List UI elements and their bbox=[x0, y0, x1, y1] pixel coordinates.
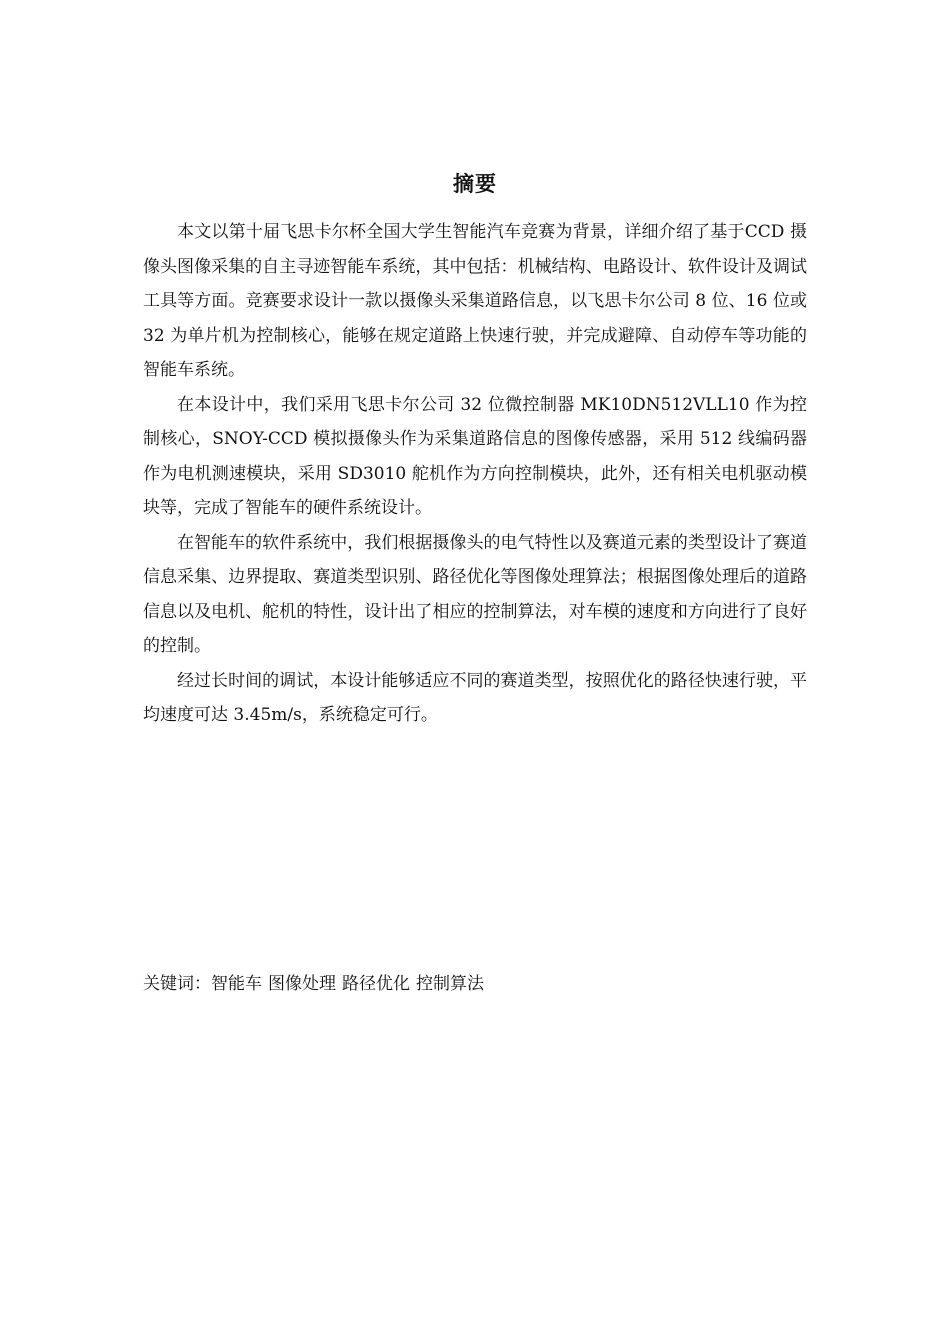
abstract-paragraph-2: 在本设计中，我们采用飞思卡尔公司 32 位微控制器 MK10DN512VLL10 作为控制核心，SNOY-CCD 模拟摄像头作为采集道路信息的图像传感器，采用 512 线编码器作为电机测速模块，采用 SD3010 舵机作为方向控制模块，此外，还有相关电机驱动模块等，完成了智能车的硬件系统设计。 bbox=[143, 394, 807, 518]
abstract-body bbox=[143, 215, 807, 733]
keyword-item: 图像处理 bbox=[268, 974, 336, 994]
keyword-item: 路径优化 bbox=[342, 974, 410, 994]
abstract-paragraph-4: 经过长时间的调试，本设计能够适应不同的赛道类型，按照优化的路径快速行驶，平均速度可达 3.45m/s，系统稳定可行。 bbox=[143, 670, 807, 725]
keywords-line bbox=[143, 967, 807, 1001]
keywords-label: 关键词： bbox=[143, 974, 211, 994]
abstract-paragraph-1: 本文以第十届飞思卡尔杯全国大学生智能汽车竞赛为背景，详细介绍了基于CCD 摄像头图像采集的自主寻迹智能车系统，其中包括：机械结构、电路设计、软件设计及调试工具等方面。竞赛要求设计一款以摄像头采集道路信息，以飞思卡尔公司 8 位、16 位或 32 为单片机为控制核心，能够在规定道路上快速行驶，并完成避障、自动停车等功能的智能车系统。 bbox=[143, 222, 807, 380]
keyword-item: 控制算法 bbox=[416, 974, 484, 994]
abstract-paragraph-3: 在智能车的软件系统中，我们根据摄像头的电气特性以及赛道元素的类型设计了赛道信息采集、边界提取、赛道类型识别、路径优化等图像处理算法；根据图像处理后的道路信息以及电机、舵机的特性，设计出了相应的控制算法，对车模的速度和方向进行了良好的控制。 bbox=[143, 532, 807, 656]
keyword-item: 智能车 bbox=[211, 974, 262, 994]
abstract-title: 摘要 bbox=[453, 172, 497, 196]
